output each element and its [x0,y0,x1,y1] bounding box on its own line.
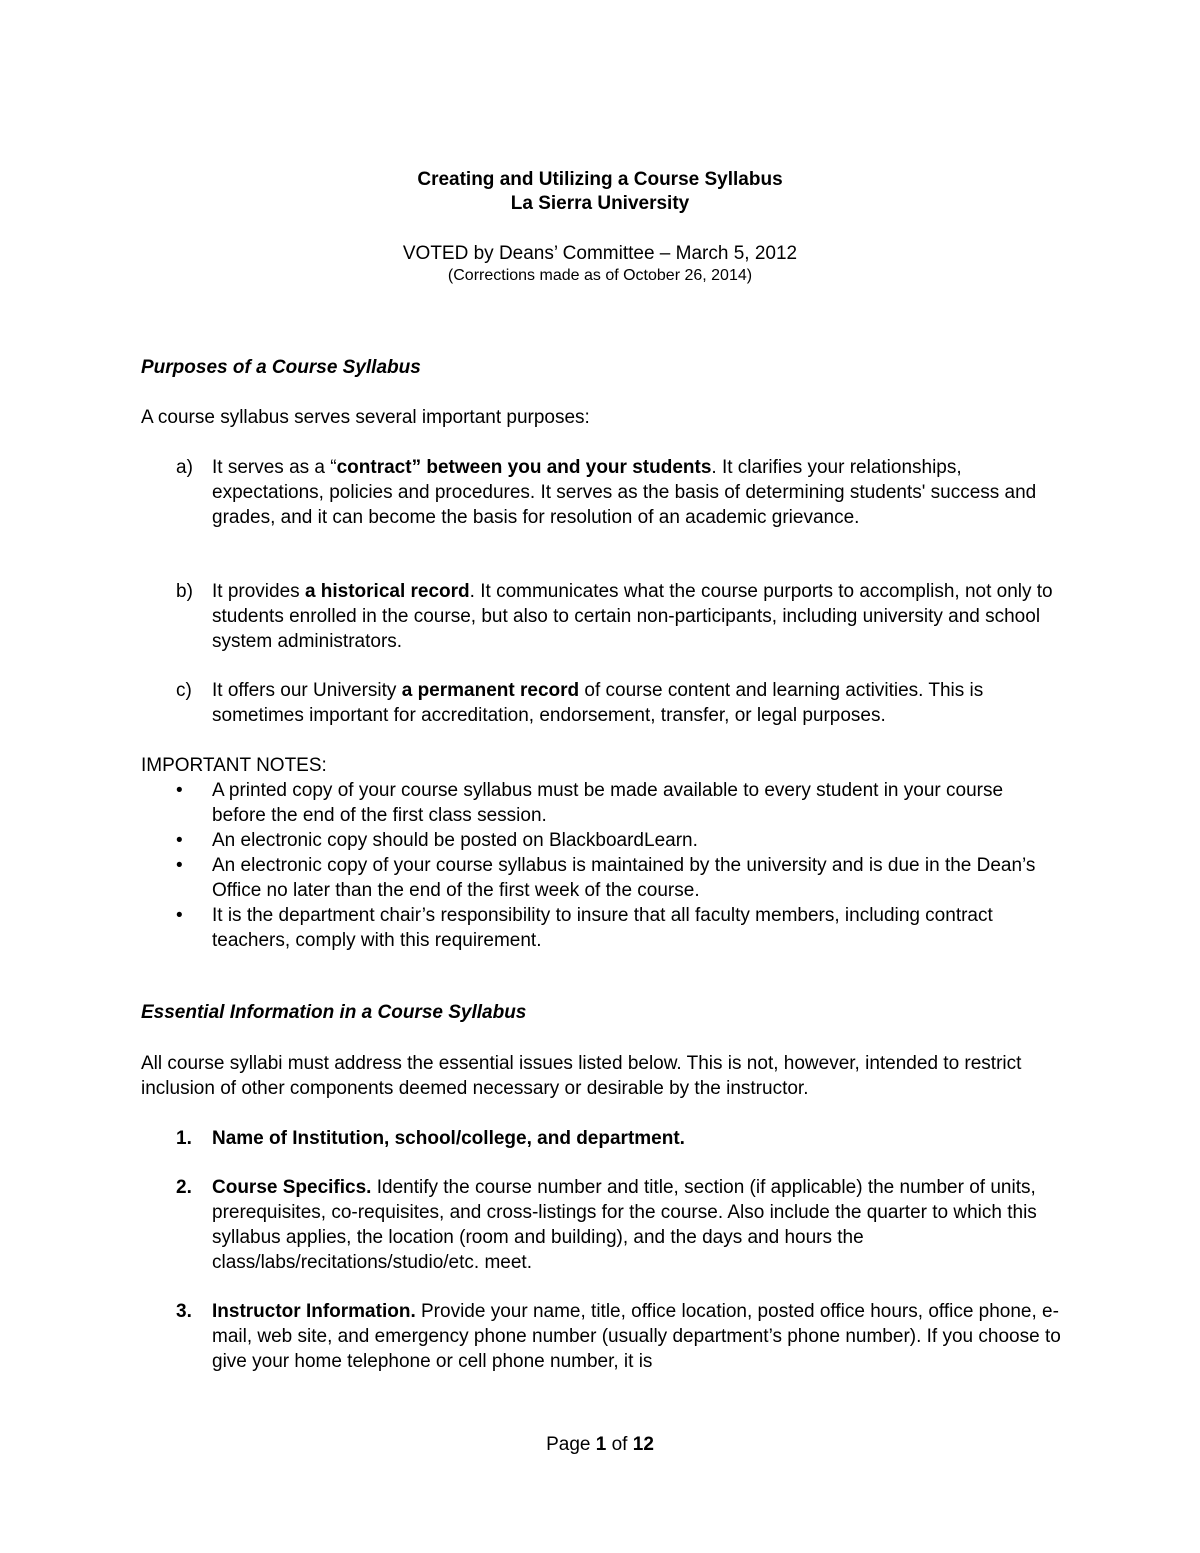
purpose-marker: c) [176,680,192,701]
essential-text: Instructor Information. Provide your name, title, office location, posted office hours, office phone, e-mail, web site, and emergency phone number (usually department’s phone number). If you choose to give your home telephone or cell phone number, it is [212,1301,1061,1372]
note-text: An electronic copy of your course syllabus is maintained by the university and is due in the Dean’s Office no later than the end of the first week of the course. [212,855,1036,901]
title-line-1: Creating and Utilizing a Course Syllabus [417,169,783,190]
essential-marker: 3. [176,1301,192,1322]
bullet-icon: • [176,830,183,851]
page-footer [0,1433,1200,1457]
essential-text: Name of Institution, school/college, and department. [212,1128,685,1149]
essential-item-2 [176,1175,1061,1275]
purpose-item-a [176,455,1061,530]
purpose-item-c [176,678,1061,728]
purpose-item-b [176,579,1061,654]
purposes-heading: Purposes of a Course Syllabus [141,357,421,378]
page-label: Page [546,1434,591,1455]
voted-line: VOTED by Deans’ Committee – March 5, 2012 [402,243,798,264]
bullet-icon: • [176,780,183,801]
purpose-text: It offers our University a permanent record of course content and learning activities. This is sometimes important for accreditation, endorsement, transfer, or legal purposes. [212,680,984,726]
purpose-marker: b) [176,581,193,602]
page-number: 1 [595,1434,607,1455]
purpose-text: It provides a historical record. It communicates what the course purports to accomplish, not only to students enrolled in the course, but also to certain non-participants, including university and school system administrators. [212,581,1053,652]
essential-intro: All course syllabi must address the essential issues listed below. This is not, however, intended to restrict inclusion of other components deemed necessary or desirable by the instructor. [141,1053,1022,1099]
note-text: It is the department chair’s responsibility to insure that all faculty members, including contract teachers, comply with this requirement. [212,905,993,951]
essential-item-1 [176,1126,1061,1151]
note-bullet [176,853,1061,903]
note-text: A printed copy of your course syllabus must be made available to every student in your course before the end of the first class session. [212,780,1004,826]
page-total: 12 [632,1434,654,1455]
purpose-marker: a) [176,457,193,478]
corrections-line: (Corrections made as of October 26, 2014) [447,267,753,284]
title-line-2: La Sierra University [510,193,690,214]
essential-text: Course Specifics. Identify the course number and title, section (if applicable) the number of units, prerequisites, co-requisites, and cross-listings for the course. Also include the quarter to which this syllabus applies, the location (room and building), and the days and hours the class/labs/recitations/studio/etc. meet. [212,1177,1037,1273]
of-label: of [611,1434,628,1455]
purpose-text: It serves as a “contract” between you and your students. It clarifies your relationships, expectations, policies and procedures. It serves as the basis of determining students' success and grades, and it can become the basis for resolution of an academic grievance. [212,457,1037,528]
important-notes-label: IMPORTANT NOTES: [141,755,327,776]
essential-marker: 2. [176,1177,192,1198]
note-bullet [176,778,1061,828]
note-bullet [176,828,1061,853]
note-bullet [176,903,1061,953]
note-text: An electronic copy should be posted on BlackboardLearn. [212,830,698,851]
document-title [0,168,1200,216]
purposes-intro: A course syllabus serves several important purposes: [141,407,590,428]
essential-item-3 [176,1299,1061,1374]
bullet-icon: • [176,855,183,876]
bullet-icon: • [176,905,183,926]
essential-marker: 1. [176,1128,192,1149]
essential-heading: Essential Information in a Course Syllabus [141,1002,527,1023]
